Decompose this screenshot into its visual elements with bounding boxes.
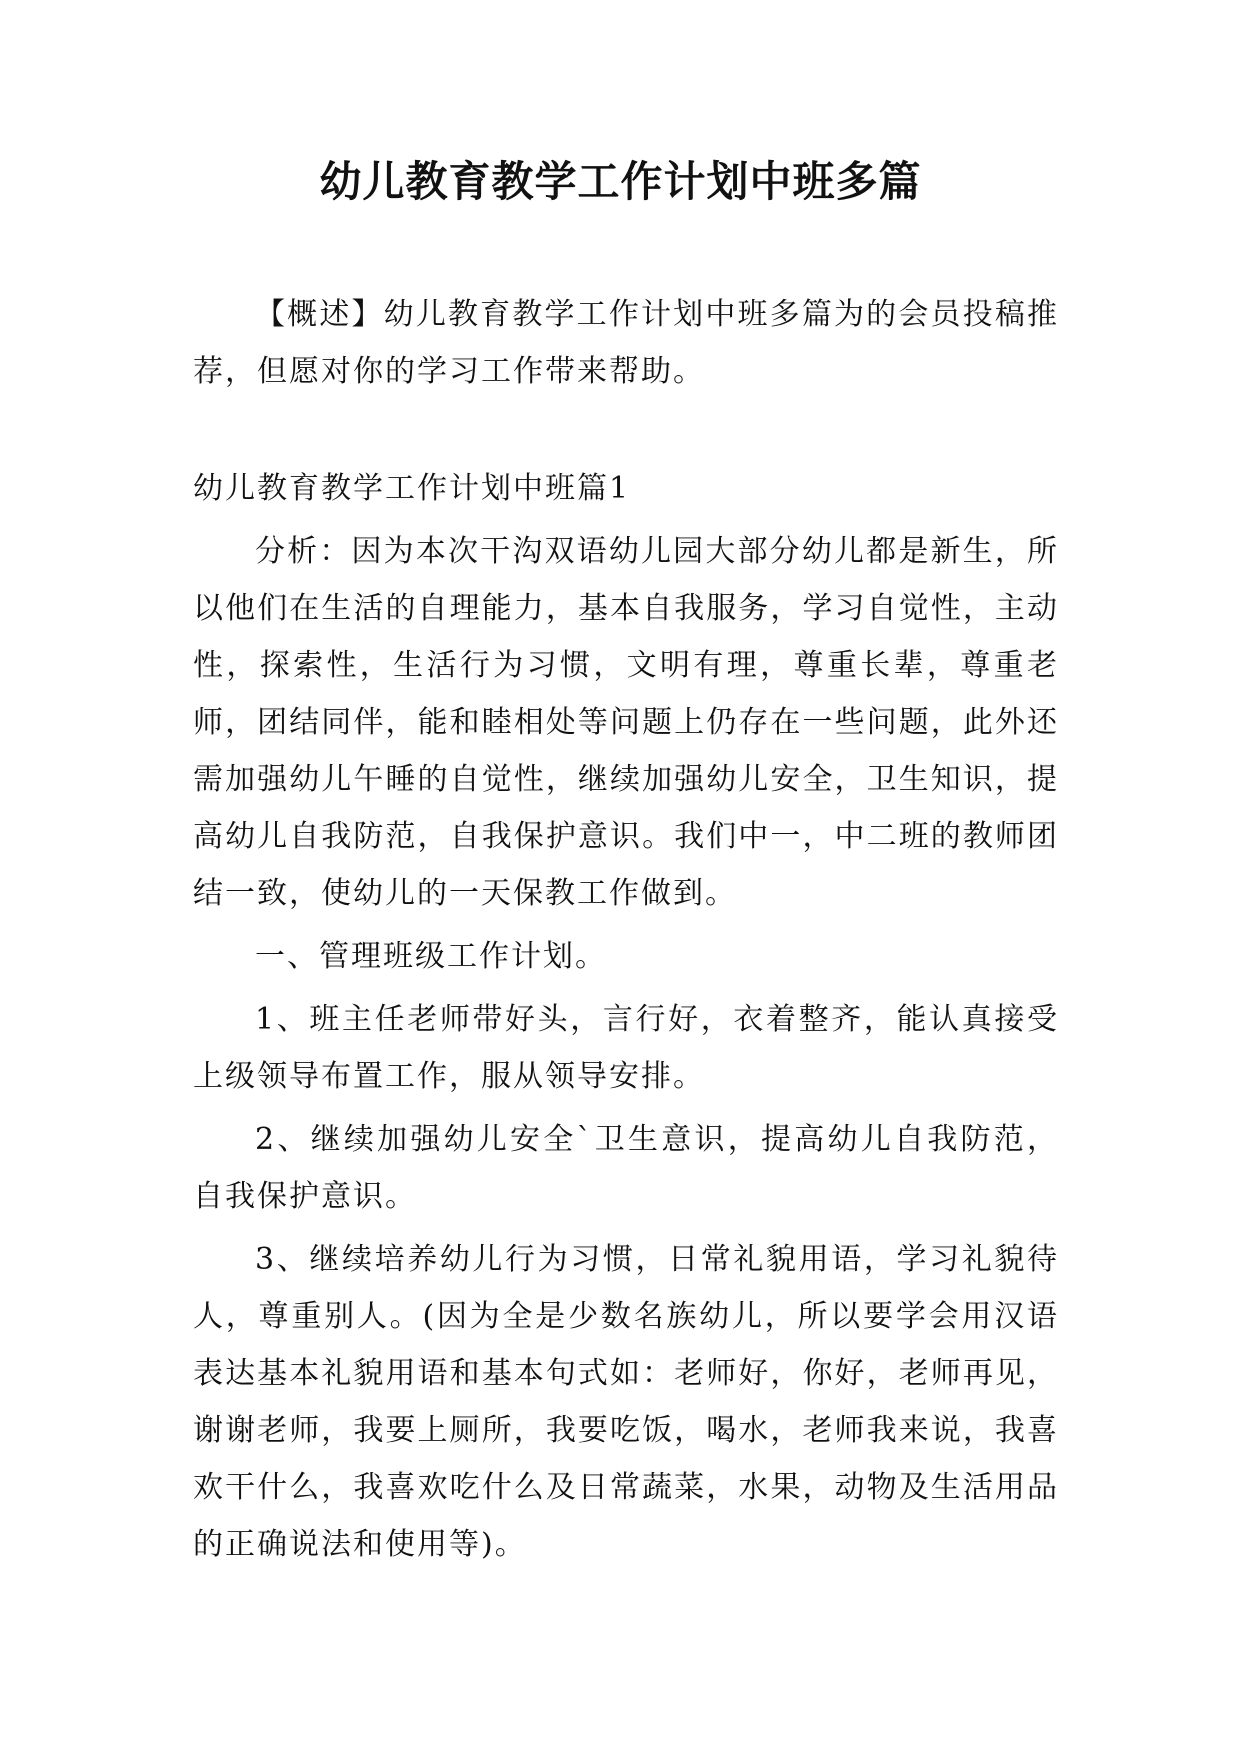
analysis-paragraph: 分析：因为本次干沟双语幼儿园大部分幼儿都是新生，所以他们在生活的自理能力，基本自我服务，学习自觉性，主动性，探索性，生活行为习惯，文明有理，尊重长辈，尊重老师，团结同伴，能和睦相处等问题上仍存在一些问题，此外还需加强幼儿午睡的自觉性，继续加强幼儿安全，卫生知识，提高幼儿自我防范，自我保护意识。我们中一，中二班的教师团结一致，使幼儿的一天保教工作做到。 <box>193 534 1059 911</box>
list-item-2: 2、继续加强幼儿安全`卫生意识，提高幼儿自我防范，自我保护意识。 <box>193 1122 1059 1214</box>
list-item-3: 3、继续培养幼儿行为习惯，日常礼貌用语，学习礼貌待人，尊重别人。(因为全是少数名族幼儿，所以要学会用汉语表达基本礼貌用语和基本句式如：老师好，你好，老师再见，谢谢老师，我要上厕所，我要吃饭，喝水，老师我来说，我喜欢干什么，我喜欢吃什么及日常蔬菜，水果，动物及生活用品的正确说法和使用等)。 <box>193 1242 1059 1562</box>
section-heading-management: 一、管理班级工作计划。 <box>255 939 607 974</box>
section-title: 幼儿教育教学工作计划中班篇1 <box>193 471 631 506</box>
list-item-1: 1、班主任老师带好头，言行好，衣着整齐，能认真接受上级领导布置工作，服从领导安排。 <box>193 1002 1059 1094</box>
document-title: 幼儿教育教学工作计划中班多篇 <box>319 157 922 206</box>
summary-paragraph: 【概述】幼儿教育教学工作计划中班多篇为的会员投稿推荐，但愿对你的学习工作带来帮助。 <box>193 297 1059 389</box>
document-body <box>193 286 1059 1579</box>
